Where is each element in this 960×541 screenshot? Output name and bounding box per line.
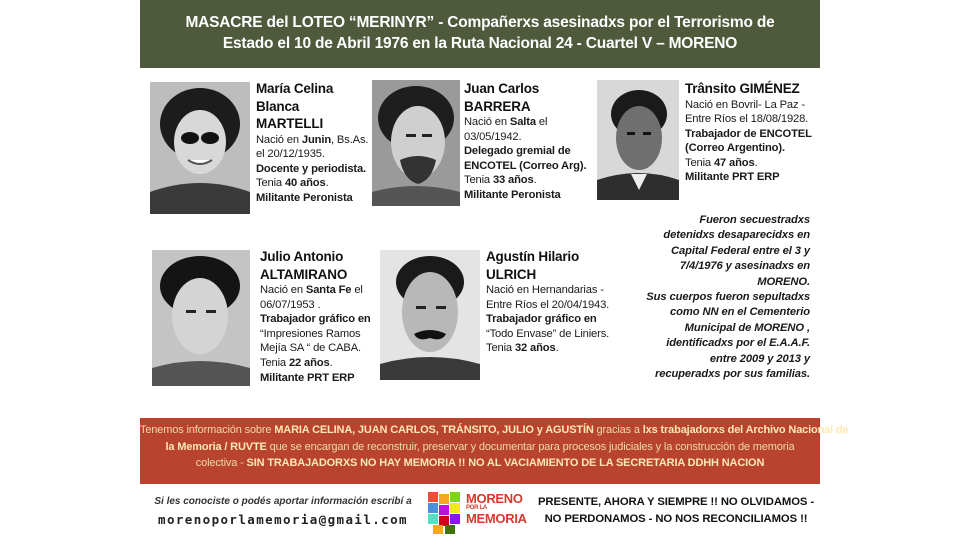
header-line-2: Estado el 10 de Abril 1976 en la Ruta Nacional 24 - Cuartel V – MORENO bbox=[222, 35, 738, 52]
header-line-1: MASACRE del LOTEO “MERINYR” - Compañerxs asesinadxs por el Terrorismo de bbox=[185, 14, 775, 31]
closing-slogan: PRESENTE, AHORA Y SIEMPRE !! NO OLVIDAMOS - NO PERDONAMOS - NO NOS RECONCILIAMOS !! bbox=[537, 496, 815, 525]
archive-credit-band: Tenemos información sobre MARIA CELINA, JUAN CARLOS, TRÁNSITO, JULIO y AGUSTÍN gracias a lxs trabajadorxs del Archivo Nacional de la Memoria / RUVTE que se encargan de reconstruir, preservar y documentar para procesos judiciales y la construcción de memoria colectiva - SIN TRABAJADORXS NO HAY MEMORIA !! NO AL VACIAMIENTO DE LA SECRETARIA DDHH NACION bbox=[140, 418, 820, 484]
person-name: Juan Carlos bbox=[464, 81, 540, 96]
portrait-barrera bbox=[372, 80, 460, 206]
bio-barrera: Juan Carlos BARRERA Nació en Salta el 03/05/1942. Delegado gremial de ENCOTEL (Correo Arg). Tenia 33 años. Militante Peronista bbox=[464, 80, 594, 203]
memorial-poster bbox=[140, 0, 849, 540]
person-surname: ULRICH bbox=[486, 266, 537, 282]
summary-paragraph: Fueron secuestradxs detenidxs desaparecidxs en Capital Federal entre el 3 y 7/4/1976 y asesinadxs en MORENO. Sus cuerpos fueron sepultadxs como NN en el Cementerio Municipal de MORENO , identificadxs por el E.A.A.F. entre 2009 y 2013 y recuperadxs por sus familias. bbox=[646, 214, 810, 381]
logo-wordmark: MORENO POR LA MEMORIA bbox=[466, 491, 527, 526]
bio-altamirano: Julio Antonio ALTAMIRANO Nació en Santa Fe el 06/07/1953 . Trabajador gráfico en “Impresiones Ramos Mejía SA “ de CABA. Tenia 22 años. Militante PRT ERP bbox=[260, 248, 390, 385]
portrait-altamirano bbox=[152, 250, 250, 386]
person-surname: BARRERA bbox=[464, 98, 531, 114]
person-name: Trânsito GIMÉNEZ bbox=[685, 81, 800, 96]
moreno-por-la-memoria-logo bbox=[426, 490, 530, 536]
person-name: Julio Antonio bbox=[260, 249, 344, 264]
bio-martelli: María Celina Blanca MARTELLI Nació en Junin, Bs.As. el 20/12/1935. Docente y periodista. Tenia 40 años. Militante Peronista bbox=[256, 80, 376, 205]
bio-gimenez: Trânsito GIMÉNEZ Nació en Bovril- La Paz - Entre Ríos el 18/08/1928. Trabajador de ENCOTEL (Correo Argentino). Tenia 47 años. Militante PRT ERP bbox=[685, 80, 820, 185]
portrait-martelli bbox=[150, 82, 250, 214]
bio-ulrich: Agustín Hilario ULRICH Nació en Hernandarias - Entre Ríos el 20/04/1943. Trabajador gráfico en “Todo Envase” de Liniers. Tenia 32 años. bbox=[486, 248, 621, 356]
person-name: Agustín Hilario bbox=[486, 249, 580, 264]
person-surname: MARTELLI bbox=[256, 116, 324, 131]
person-surname: ALTAMIRANO bbox=[260, 266, 348, 282]
person-name: Blanca bbox=[256, 98, 300, 114]
poster-footer bbox=[140, 484, 820, 540]
colorful-hands-icon bbox=[426, 490, 464, 536]
contact-note: Si les conociste o podés aportar información escribí a bbox=[154, 496, 412, 507]
portrait-gimenez bbox=[597, 80, 679, 200]
poster-header bbox=[140, 0, 820, 68]
person-name: María Celina bbox=[256, 81, 334, 96]
portrait-ulrich bbox=[380, 250, 480, 380]
contact-email[interactable]: morenoporlamemoria@gmail.com bbox=[158, 512, 408, 527]
